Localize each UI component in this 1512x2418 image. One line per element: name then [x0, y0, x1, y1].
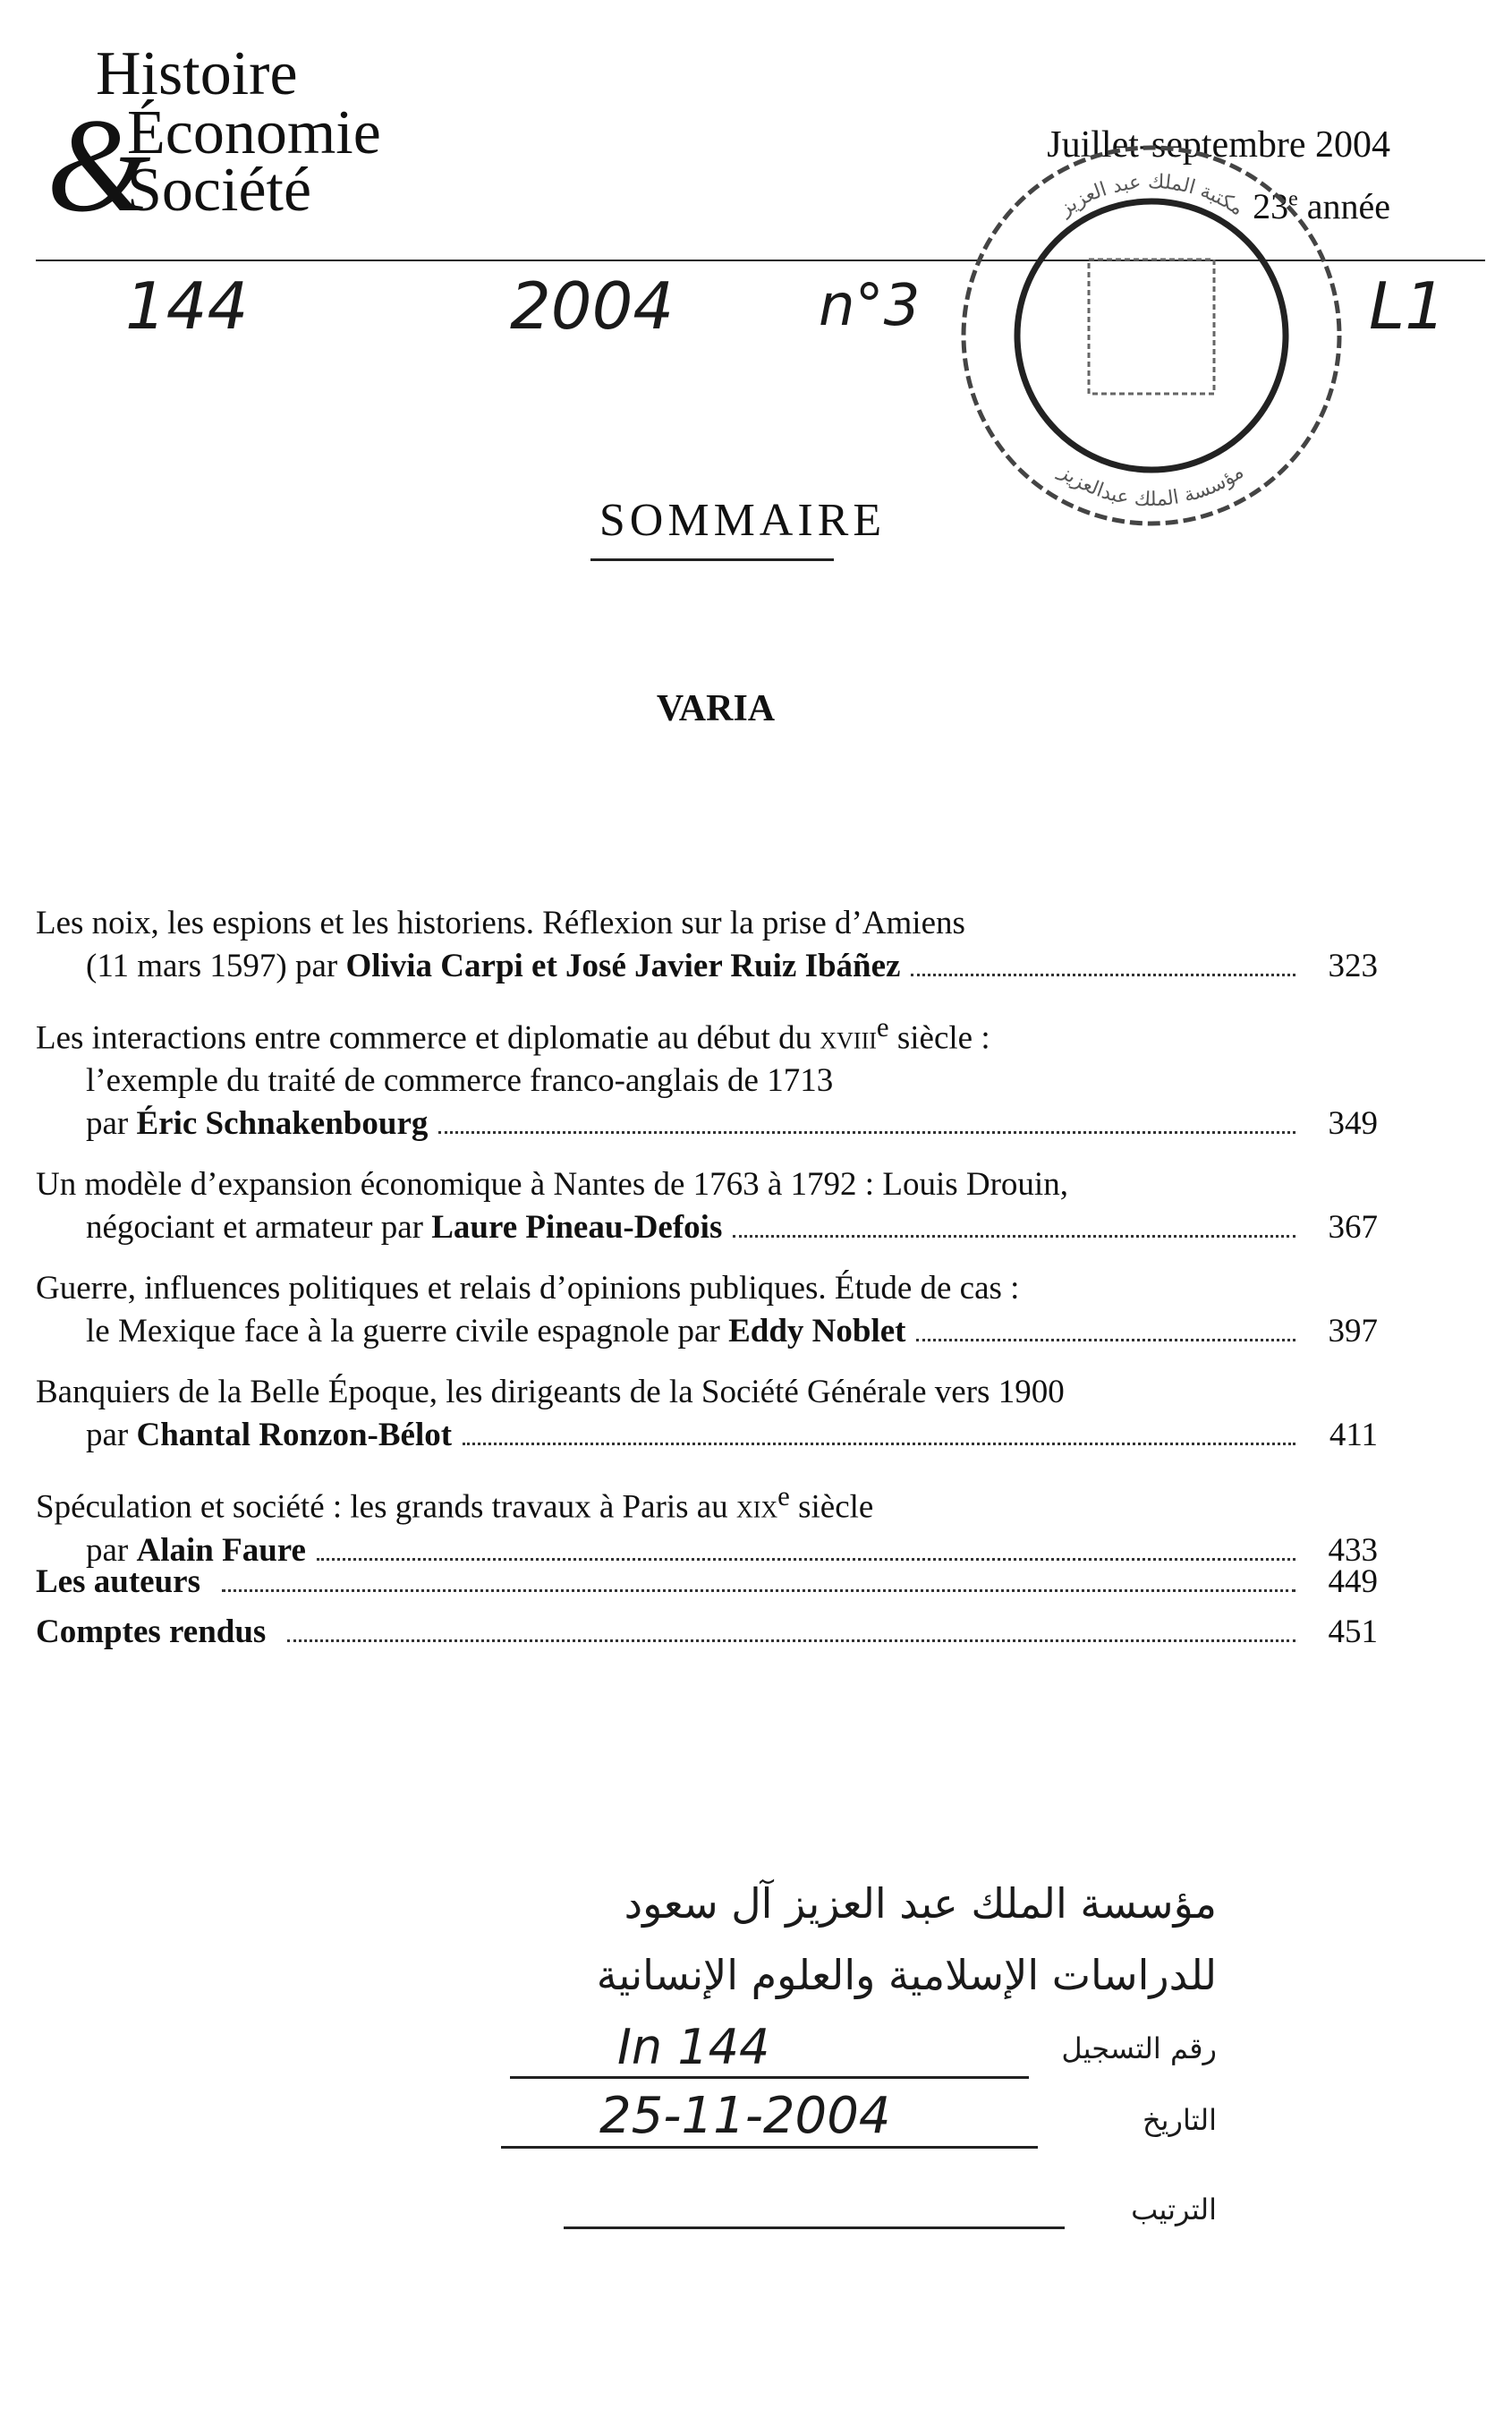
toc-entry[interactable] [36, 1163, 1378, 1249]
stamp-top-text: مكتبة الملك عبد العزيز [1055, 170, 1248, 221]
toc-entry-author: Eddy Noblet [728, 1313, 906, 1350]
toc-entry-prefix: négociant et armateur par [86, 1209, 432, 1247]
section-heading: VARIA [656, 688, 776, 729]
toc-entry-byline [36, 1414, 1378, 1457]
toc-entry-prefix: par [86, 1105, 137, 1143]
toc-entry[interactable] [36, 902, 1378, 988]
dot-leader [911, 974, 1295, 976]
toc-extra-reviews[interactable] [36, 1607, 1378, 1657]
toc-entry-title-text: siècle : [888, 1019, 990, 1057]
toc-entry-title: Les noix, les espions et les historiens. Réflexion sur la prise d’Amiens [36, 905, 965, 941]
toc-entry-page: 367 [1328, 1209, 1378, 1247]
toc-entry-title: Banquiers de la Belle Époque, les dirigeants de la Société Générale vers 1900 [36, 1374, 1065, 1411]
handwritten-year: 2004 [510, 268, 675, 344]
logo-ampersand: & [47, 91, 151, 240]
dot-leader [287, 1639, 1295, 1642]
toc-entry-prefix: (11 mars 1597) par [86, 948, 346, 984]
reg-date-line [501, 2146, 1038, 2149]
registration-stamp [483, 1861, 1217, 2327]
library-round-stamp [941, 125, 1362, 546]
toc-entry-title-text: Les interactions entre commerce et diplomatie au début du [36, 1019, 820, 1057]
toc-entry-author: Laure Pineau-Defois [431, 1209, 723, 1247]
toc-entry-title: Guerre, influences politiques et relais d’opinions publiques. Étude de cas : [36, 1270, 1020, 1307]
toc-entry-page: 349 [1328, 1105, 1378, 1143]
toc-extra-authors[interactable] [36, 1557, 1378, 1607]
toc-entry[interactable] [36, 1371, 1378, 1457]
toc-entry-title-text: siècle [789, 1488, 874, 1526]
toc-entry-page: 411 [1329, 1417, 1378, 1454]
toc-entry[interactable] [36, 1006, 1378, 1145]
toc-entry-author: Chantal Ronzon-Bélot [136, 1417, 453, 1454]
reg-number-line [510, 2076, 1029, 2079]
table-of-contents [36, 902, 1378, 1590]
stamp-bottom-text: مؤسسة الملك عبدالعزيز [1055, 460, 1248, 512]
issue-year-number: 23 [1253, 186, 1289, 226]
handwritten-number: n°3 [819, 273, 921, 339]
toc-extra-label: Comptes rendus [36, 1613, 267, 1650]
reg-number-value: In 144 [617, 2019, 770, 2075]
handwritten-ref: 144 [125, 268, 249, 344]
page-title: SOMMAIRE [599, 495, 887, 546]
toc-entry-title-cont: l’exemple du traité de commerce franco-anglais de 1713 [86, 1062, 834, 1100]
toc-extra-page: 451 [1328, 1613, 1378, 1650]
title-underline [590, 558, 834, 561]
toc-entry-title-text: Spéculation et société : les grands travaux à Paris au [36, 1488, 736, 1526]
reg-number-label: رقم التسجيل [1061, 2031, 1217, 2065]
stamp-emblem [1089, 260, 1214, 394]
toc-entry-page: 433 [1328, 1531, 1378, 1569]
toc-entry-century: xix [735, 1488, 778, 1526]
toc-entry-byline [36, 945, 1378, 988]
toc-extras [36, 1557, 1378, 1657]
logo-line-societe: Société [127, 156, 312, 225]
toc-extra-label: Les auteurs [36, 1563, 200, 1600]
toc-entry-title [36, 1006, 1378, 1060]
toc-entry-author: Éric Schnakenbourg [136, 1105, 429, 1143]
logo-line-histoire: Histoire [96, 39, 298, 108]
dot-leader [733, 1235, 1295, 1238]
toc-extra-page: 449 [1328, 1563, 1378, 1600]
dot-leader [916, 1339, 1295, 1341]
dot-leader [438, 1131, 1295, 1134]
handwritten-shelf: L1 [1369, 268, 1446, 344]
stamp-inner-ring [1017, 201, 1286, 470]
toc-entry-page: 323 [1328, 948, 1378, 984]
toc-entry-prefix: par [86, 1417, 137, 1454]
reg-class-label: الترتيب [1131, 2192, 1217, 2226]
journal-logo [47, 39, 512, 240]
toc-entry-author: Olivia Carpi et José Javier Ruiz Ibáñez [345, 948, 901, 984]
dot-leader [463, 1443, 1295, 1445]
reg-date-label: التاريخ [1142, 2103, 1217, 2137]
toc-entry[interactable] [36, 1267, 1378, 1353]
toc-entry-page: 397 [1328, 1313, 1378, 1350]
reg-stamp-line1: مؤسسة الملك عبد العزيز آل سعود [624, 1879, 1217, 1928]
toc-entry-title-cont [86, 945, 900, 988]
issue-year-superscript: e [1288, 187, 1298, 211]
issue-year-word: année [1306, 186, 1390, 226]
reg-date-value: 25-11-2004 [599, 2087, 891, 2145]
toc-entry-century: xviii [820, 1019, 877, 1057]
reg-class-line [564, 2226, 1065, 2229]
dot-leader [222, 1589, 1295, 1592]
toc-entry-title [36, 1475, 1378, 1528]
toc-entry-byline [36, 1206, 1378, 1249]
issue-date: Juillet-septembre 2004 [1047, 124, 1390, 166]
toc-entry-prefix: le Mexique face à la guerre civile espagnole par [86, 1313, 729, 1350]
toc-entry-century-sup: e [777, 1481, 790, 1512]
toc-entry-century-sup: e [876, 1012, 889, 1043]
toc-entry-prefix: par [86, 1531, 137, 1569]
toc-entry-title: Un modèle d’expansion économique à Nantes de 1763 à 1792 : Louis Drouin, [36, 1166, 1068, 1204]
toc-entry-byline [36, 1310, 1378, 1353]
toc-entry-author: Alain Faure [136, 1531, 306, 1569]
reg-stamp-line2: للدراسات الإسلامية والعلوم الإنسانية [596, 1951, 1217, 1999]
logo-line-economie: Économie [127, 98, 381, 167]
toc-entry-byline [36, 1103, 1378, 1145]
